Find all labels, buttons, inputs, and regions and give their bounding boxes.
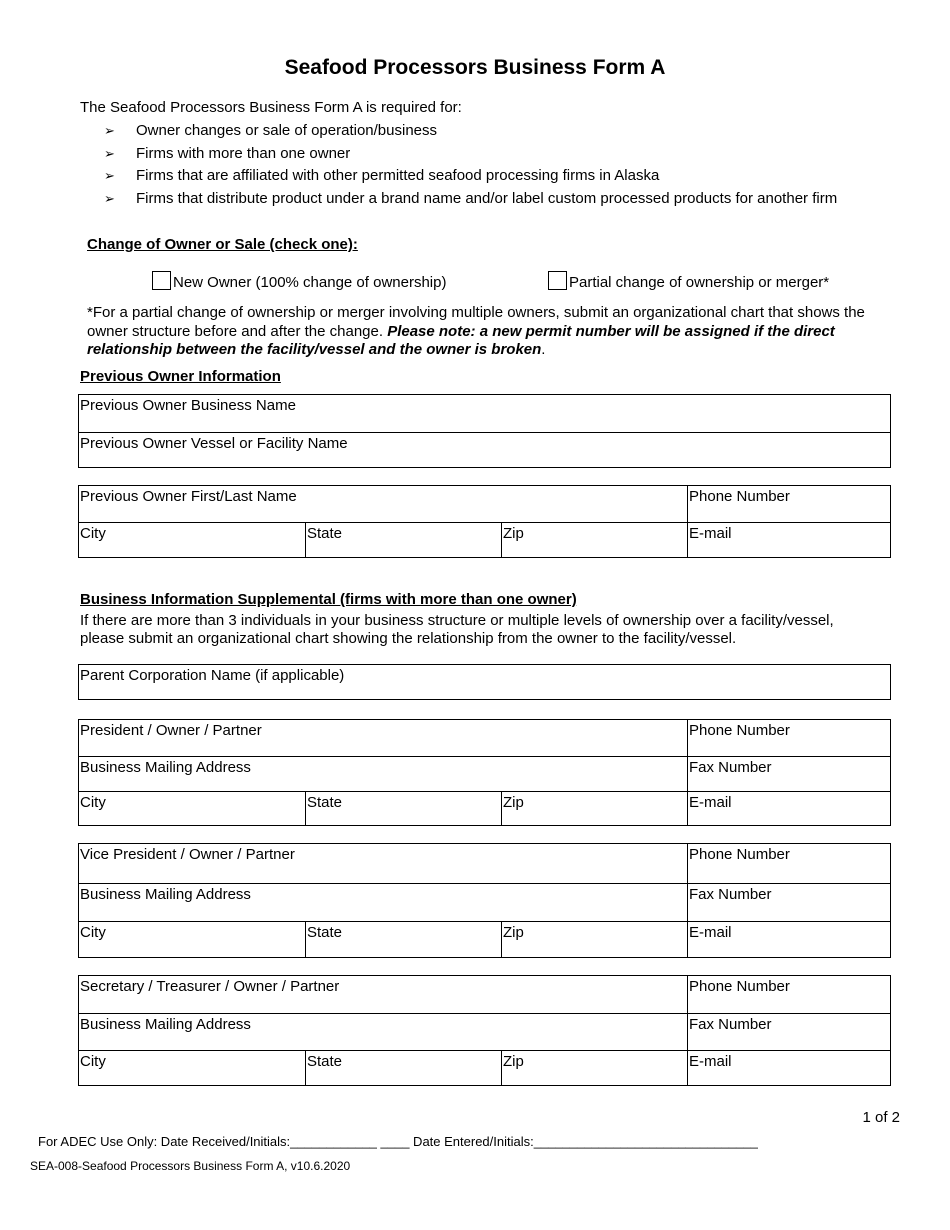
president-email-field[interactable]: E-mail <box>687 792 890 825</box>
vice-president-city-field[interactable]: City <box>80 924 106 941</box>
secretary-email-field[interactable]: E-mail <box>687 1051 890 1085</box>
list-item: ➢ Owner changes or sale of operation/business <box>104 120 837 143</box>
previous-owner-zip-field[interactable]: Zip <box>501 523 687 557</box>
previous-owner-name-field[interactable]: Previous Owner First/Last Name <box>80 488 297 505</box>
vice-president-state-field[interactable]: State <box>305 922 501 957</box>
new-owner-label: New Owner (100% change of ownership) <box>173 274 447 291</box>
president-city-field[interactable]: City <box>80 794 106 811</box>
requirements-list <box>104 120 837 210</box>
vice-president-mailing-field[interactable]: Business Mailing Address <box>80 886 251 903</box>
parent-corp-field[interactable]: Parent Corporation Name (if applicable) <box>80 667 345 684</box>
secretary-city-field[interactable]: City <box>80 1053 106 1070</box>
vice-president-fax-field[interactable]: Fax Number <box>687 884 890 921</box>
page-number: 1 of 2 <box>862 1109 900 1126</box>
new-owner-checkbox[interactable] <box>152 271 171 290</box>
partial-change-note: *For a partial change of ownership or merger involving multiple owners, submit an organizational chart that shows the owner structure before and after the change. Please note: a new permit number will be assigned if the direct relationship between the facility/vessel and the owner is broken. <box>87 304 865 358</box>
vice-president-name-field[interactable]: Vice President / Owner / Partner <box>80 846 295 863</box>
previous-owner-business-name-field[interactable]: Previous Owner Business Name <box>80 397 296 414</box>
arrow-bullet-icon: ➢ <box>104 145 115 161</box>
partial-change-option[interactable] <box>548 271 829 291</box>
previous-owner-phone-field[interactable]: Phone Number <box>687 486 890 522</box>
previous-owner-contact-table <box>78 485 891 558</box>
previous-owner-email-field[interactable]: E-mail <box>687 523 890 557</box>
list-item: ➢ Firms with more than one owner <box>104 143 837 166</box>
supplemental-heading: Business Information Supplemental (firms with more than one owner) <box>80 591 577 608</box>
president-phone-field[interactable]: Phone Number <box>687 720 890 756</box>
list-item: ➢ Firms that distribute product under a brand name and/or label custom processed products for another firm <box>104 188 837 211</box>
adec-use-only-line: For ADEC Use Only: Date Received/Initials:____________ ____ Date Entered/Initials:_______________________________ <box>38 1134 758 1149</box>
vice-president-email-field[interactable]: E-mail <box>687 922 890 957</box>
previous-owner-heading: Previous Owner Information <box>80 368 281 385</box>
secretary-mailing-field[interactable]: Business Mailing Address <box>80 1016 251 1033</box>
previous-owner-business-table <box>78 394 891 468</box>
supplemental-paragraph: If there are more than 3 individuals in your business structure or multiple levels of ownership over a facility/vessel, please submit an organizational chart showing the relationship from the owner to the facility/vessel. <box>80 612 834 647</box>
previous-owner-state-field[interactable]: State <box>305 523 501 557</box>
president-table <box>78 719 891 826</box>
arrow-bullet-icon: ➢ <box>104 190 115 206</box>
list-item: ➢ Firms that are affiliated with other permitted seafood processing firms in Alaska <box>104 165 837 188</box>
intro-text: The Seafood Processors Business Form A is required for: <box>80 99 462 116</box>
previous-owner-vessel-field[interactable]: Previous Owner Vessel or Facility Name <box>80 435 348 452</box>
change-owner-heading: Change of Owner or Sale (check one): <box>87 236 358 253</box>
vice-president-zip-field[interactable]: Zip <box>501 922 687 957</box>
previous-owner-city-field[interactable]: City <box>80 525 106 542</box>
secretary-fax-field[interactable]: Fax Number <box>687 1014 890 1050</box>
arrow-bullet-icon: ➢ <box>104 168 115 183</box>
president-mailing-field[interactable]: Business Mailing Address <box>80 759 251 776</box>
secretary-state-field[interactable]: State <box>305 1051 501 1085</box>
arrow-bullet-icon: ➢ <box>104 123 115 138</box>
president-state-field[interactable]: State <box>305 792 501 825</box>
parent-corp-table <box>78 664 891 700</box>
secretary-table <box>78 975 891 1086</box>
vice-president-phone-field[interactable]: Phone Number <box>687 844 890 883</box>
president-fax-field[interactable]: Fax Number <box>687 757 890 791</box>
partial-change-checkbox[interactable] <box>548 271 567 290</box>
page-title: Seafood Processors Business Form A <box>284 56 666 79</box>
secretary-phone-field[interactable]: Phone Number <box>687 976 890 1013</box>
secretary-zip-field[interactable]: Zip <box>501 1051 687 1085</box>
form-id: SEA-008-Seafood Processors Business Form A, v10.6.2020 <box>30 1159 351 1173</box>
new-owner-option[interactable] <box>152 271 446 291</box>
partial-change-label: Partial change of ownership or merger* <box>569 274 830 291</box>
note-emphasis: Please note: a new permit number will be assigned if the direct relationship between the facility/vessel and the owner is broken <box>87 322 835 358</box>
president-name-field[interactable]: President / Owner / Partner <box>80 722 262 739</box>
secretary-name-field[interactable]: Secretary / Treasurer / Owner / Partner <box>80 978 340 995</box>
president-zip-field[interactable]: Zip <box>501 792 687 825</box>
vice-president-table <box>78 843 891 958</box>
